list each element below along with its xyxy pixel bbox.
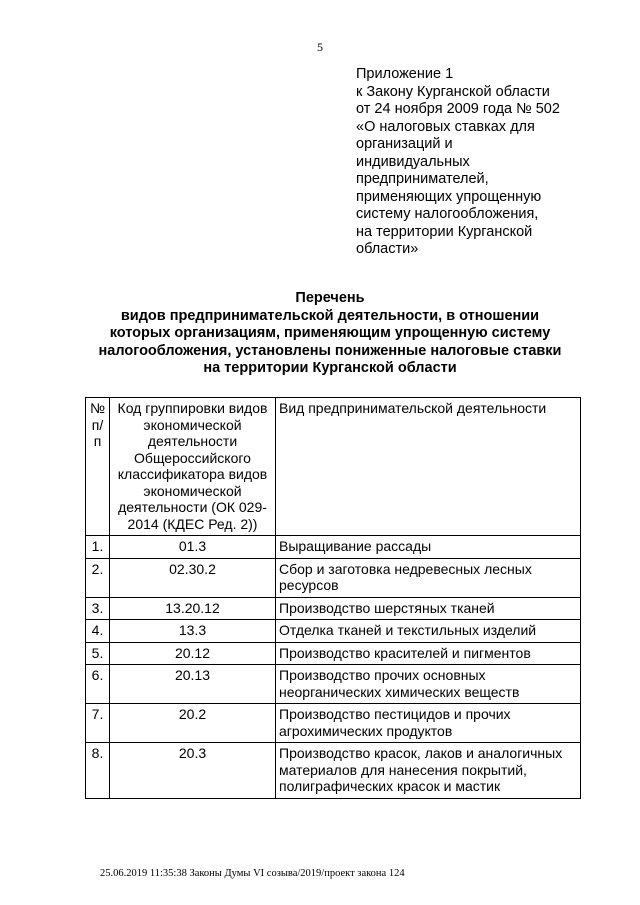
appendix-line: организаций и	[356, 136, 453, 152]
appendix-line: на территории Курганской	[356, 223, 533, 240]
row-num: 1.	[86, 536, 110, 559]
table-row	[86, 597, 581, 620]
table-row	[86, 743, 581, 799]
row-code: 13.20.12	[110, 597, 276, 620]
table-row	[86, 642, 581, 665]
row-num: 7.	[86, 704, 110, 743]
appendix-line: индивидуальных	[356, 153, 470, 170]
appendix-block	[356, 66, 596, 259]
row-code: 01.3	[110, 536, 276, 559]
table-row	[86, 665, 581, 704]
row-num: 2.	[86, 558, 110, 597]
heading-line: на территории Курганской области	[203, 360, 457, 376]
activities-table	[85, 397, 581, 799]
heading-line: которых организациям, применяющим упрощенную систему	[109, 325, 551, 341]
row-code: 20.12	[110, 642, 276, 665]
appendix-line: «О налоговых ставках для	[356, 118, 535, 135]
row-num: 4.	[86, 620, 110, 643]
row-num: 6.	[86, 665, 110, 704]
table-row	[86, 704, 581, 743]
header-num: № п/п	[86, 398, 110, 536]
row-kind: Производство шерстяных тканей	[276, 597, 581, 620]
row-kind: Производство пестицидов и прочих агрохимических продуктов	[276, 704, 581, 743]
appendix-line: систему налогообложения,	[356, 206, 539, 222]
heading-line: видов предпринимательской деятельности, в отношении	[120, 307, 540, 324]
row-kind: Производство красок, лаков и аналогичных материалов для нанесения покрытий, полиграфических красок и мастик	[276, 743, 581, 799]
row-kind: Отделка тканей и текстильных изделий	[276, 620, 581, 643]
table-header-row	[86, 398, 581, 536]
appendix-line: от 24 ноября 2009 года № 502	[356, 101, 560, 117]
appendix-line: предпринимателей,	[356, 171, 489, 187]
table-row	[86, 620, 581, 643]
row-code: 20.13	[110, 665, 276, 704]
heading-line: налогообложения, установлены пониженные налоговые ставки	[98, 342, 562, 359]
row-code: 13.3	[110, 620, 276, 643]
row-code: 20.3	[110, 743, 276, 799]
row-num: 8.	[86, 743, 110, 799]
row-kind: Выращивание рассады	[276, 536, 581, 559]
table-row	[86, 558, 581, 597]
appendix-line: области»	[356, 241, 419, 257]
appendix-line: применяющих упрощенную	[356, 188, 542, 205]
row-code: 02.30.2	[110, 558, 276, 597]
row-kind: Производство красителей и пигментов	[276, 642, 581, 665]
document-heading	[60, 290, 600, 378]
appendix-line: Приложение 1	[356, 66, 454, 82]
heading-line: Перечень	[295, 290, 365, 306]
footer-note: 25.06.2019 11:35:38 Законы Думы VI созыва/2019/проект закона 124	[100, 868, 405, 879]
appendix-line: к Закону Курганской области	[356, 83, 550, 100]
row-code: 20.2	[110, 704, 276, 743]
row-kind: Сбор и заготовка недревесных лесных ресурсов	[276, 558, 581, 597]
row-kind: Производство прочих основных неорганических химических веществ	[276, 665, 581, 704]
page-number: 5	[317, 40, 323, 54]
table-row	[86, 536, 581, 559]
header-code: Код группировки видов экономической деятельности Общероссийского классификатора видов экономической деятельности (ОК 029-2014 (КДЕС Ред. 2))	[110, 398, 276, 536]
row-num: 3.	[86, 597, 110, 620]
row-num: 5.	[86, 642, 110, 665]
header-kind: Вид предпринимательской деятельности	[276, 398, 581, 536]
